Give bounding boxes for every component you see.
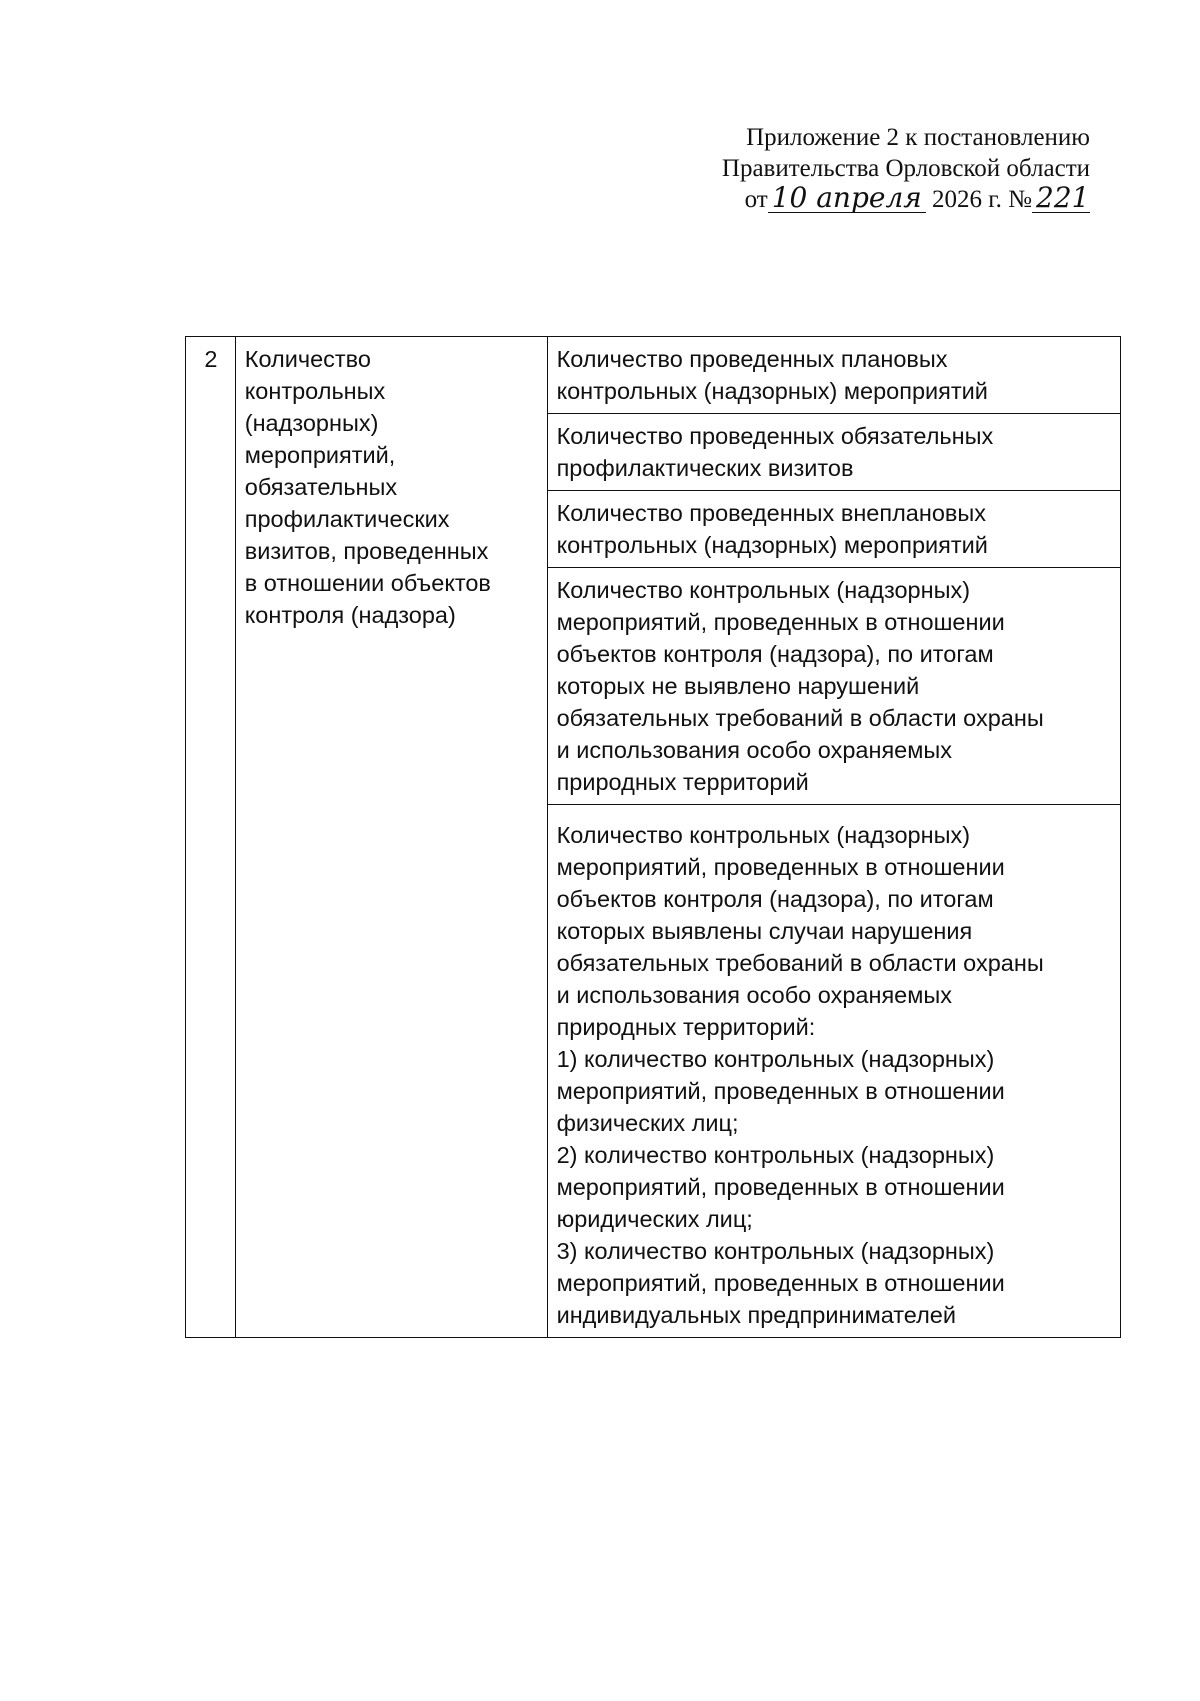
row-number-cell — [186, 337, 236, 1338]
header-line-1: Приложение 2 к постановлению — [746, 124, 1090, 151]
indicator-text: Количество проведенных обязательных профилактических визитов — [556, 423, 994, 481]
handwritten-number: 221 — [1032, 184, 1090, 213]
indicator-cell — [547, 414, 1120, 491]
header-line-2: Правительства Орловской области — [721, 155, 1090, 182]
indicator-cell — [547, 491, 1120, 568]
indicator-cell — [547, 337, 1120, 414]
indicators-table — [185, 336, 1121, 1338]
indicator-text: Количество проведенных внеплановых контрольных (надзорных) мероприятий — [556, 500, 988, 558]
indicator-text: Количество контрольных (надзорных) мероприятий, проведенных в отношении объектов контроля (надзора), по итогам которых выявлены случаи нарушения обязательных требований в области охраны и использования особо охраняемых природных территорий: 1) количество контрольных (надзорных) мероприятий, проведенных в отношении физических лиц; 2) количество контрольных (надзорных) мероприятий, проведенных в отношении юридических лиц; 3) количество контрольных (надзорных) мероприятий, проведенных в отношении индивидуальных предпринимателей — [556, 822, 1044, 1328]
indicator-cell — [547, 805, 1120, 1338]
row-number: 2 — [204, 346, 218, 372]
indicator-group-name: Количество контрольных (надзорных) мероприятий, обязательных профилактических визитов, проведенных в отношении объектов контроля (надзора) — [244, 346, 491, 628]
table-row — [186, 337, 1121, 414]
indicator-cell — [547, 568, 1120, 805]
year-label: 2026 г. № — [931, 186, 1032, 213]
handwritten-date: 10 апреля — [768, 184, 926, 213]
header-date-line — [640, 181, 1090, 215]
indicator-text: Количество проведенных плановых контрольных (надзорных) мероприятий — [556, 346, 988, 404]
date-prefix: от — [744, 186, 768, 213]
document-header — [640, 122, 1090, 215]
indicator-group-cell — [235, 337, 547, 1338]
indicator-text: Количество контрольных (надзорных) мероприятий, проведенных в отношении объектов контроля (надзора), по итогам которых не выявлено нарушений обязательных требований в области охраны и использования особо охраняемых природных территорий — [556, 577, 1044, 795]
